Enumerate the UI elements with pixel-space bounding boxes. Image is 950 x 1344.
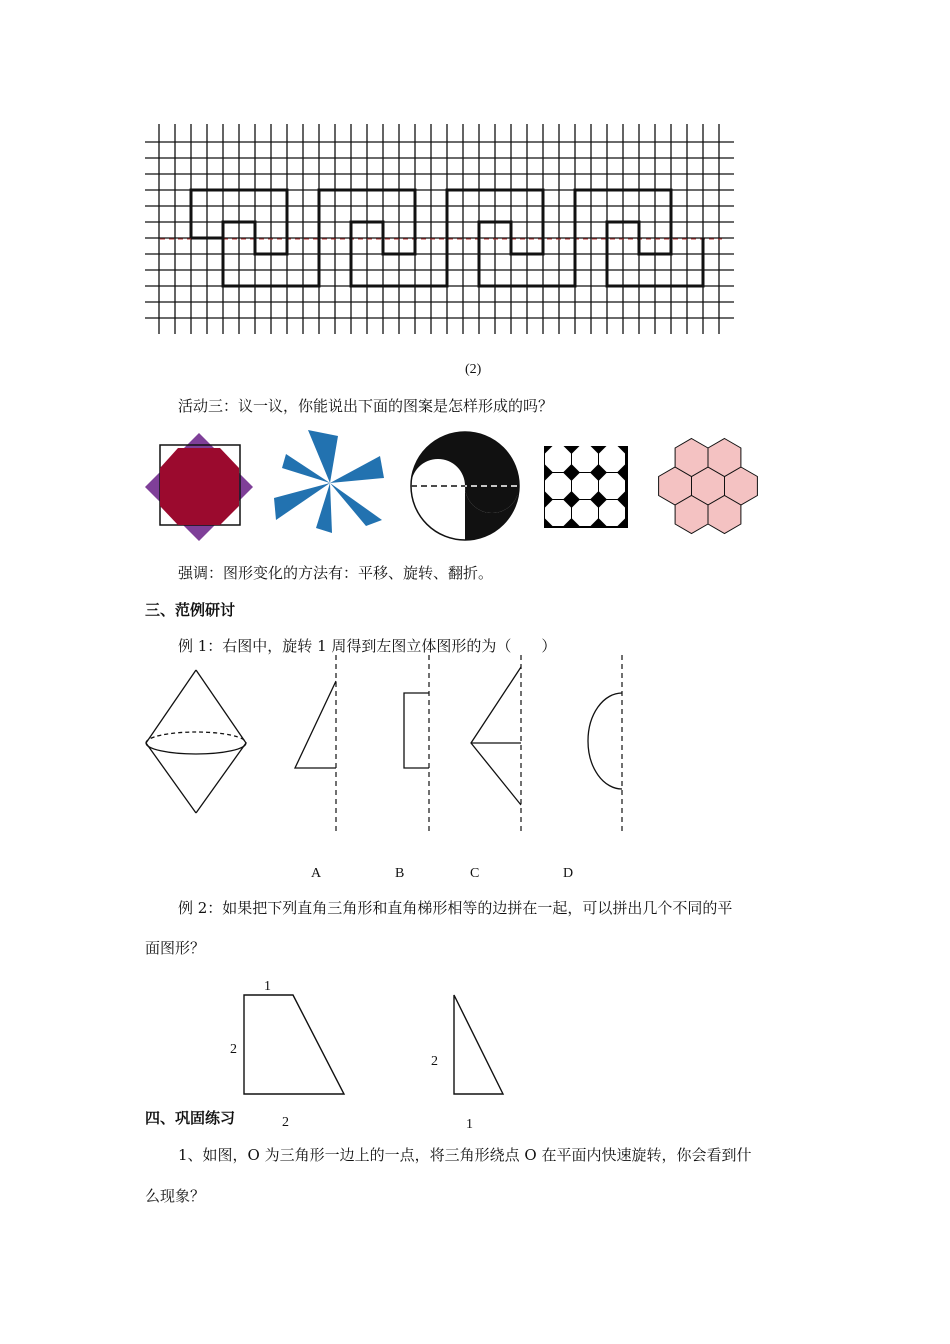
trapezoid-left-label: 2 [230,1042,237,1057]
example1-text: 例 1：右图中，旋转 1 周得到左图立体图形的为（ ） [178,637,557,655]
octagon-tile [545,473,571,499]
trapezoid-top-label: 1 [264,979,271,994]
example2-line2: 面图形？ [145,939,206,957]
option-c-figure [465,655,535,835]
hexagon-tiling-pattern [648,428,768,548]
option-b-figure [395,655,455,835]
option-d-label: D [563,866,574,881]
option-b-label: B [395,866,405,881]
trapezoid-bottom-label: 2 [282,1115,289,1130]
right-trapezoid-figure [240,990,360,1100]
octagon-tile [572,446,598,472]
figure-caption: (2) [465,362,482,377]
octagon-tile [599,446,625,472]
pinwheel-pattern [272,428,392,548]
emphasis-text: 强调：图形变化的方法有：平移、旋转、翻折。 [178,564,494,582]
section3-title: 三、范例研讨 [145,601,236,619]
right-triangle-figure [450,990,510,1100]
octagon-tile [599,500,625,526]
octagon-tile [545,446,571,472]
option-c-label: C [470,866,480,881]
double-cone-figure [140,668,250,818]
triangle-left-label: 2 [431,1054,438,1069]
octagon-tile [572,473,598,499]
section4-title: 四、巩固练习 [145,1109,236,1127]
exercise1-line1: 1、如图，O 为三角形一边上的一点，将三角形绕点 O 在平面内快速旋转，你会看到什 [178,1146,752,1164]
octagon-tiling-pattern [543,445,633,535]
grid-meander-figure [0,0,950,360]
option-a-label: A [311,866,322,881]
example2-line1: 例 2：如果把下列直角三角形和直角梯形相等的边拼在一起，可以拼出几个不同的平 [178,899,733,917]
yinyang-pattern [405,428,525,548]
option-a-figure [290,655,350,835]
triangle-bottom-label: 1 [466,1117,473,1132]
option-d-figure [580,655,640,835]
octagon-tile [599,473,625,499]
octagram-pattern [140,428,260,548]
octagon-tile [545,500,571,526]
activity3-text: 活动三：议一议，你能说出下面的图案是怎样形成的吗？ [178,397,554,415]
exercise1-line2: 么现象？ [145,1187,206,1205]
octagon-tile [572,500,598,526]
